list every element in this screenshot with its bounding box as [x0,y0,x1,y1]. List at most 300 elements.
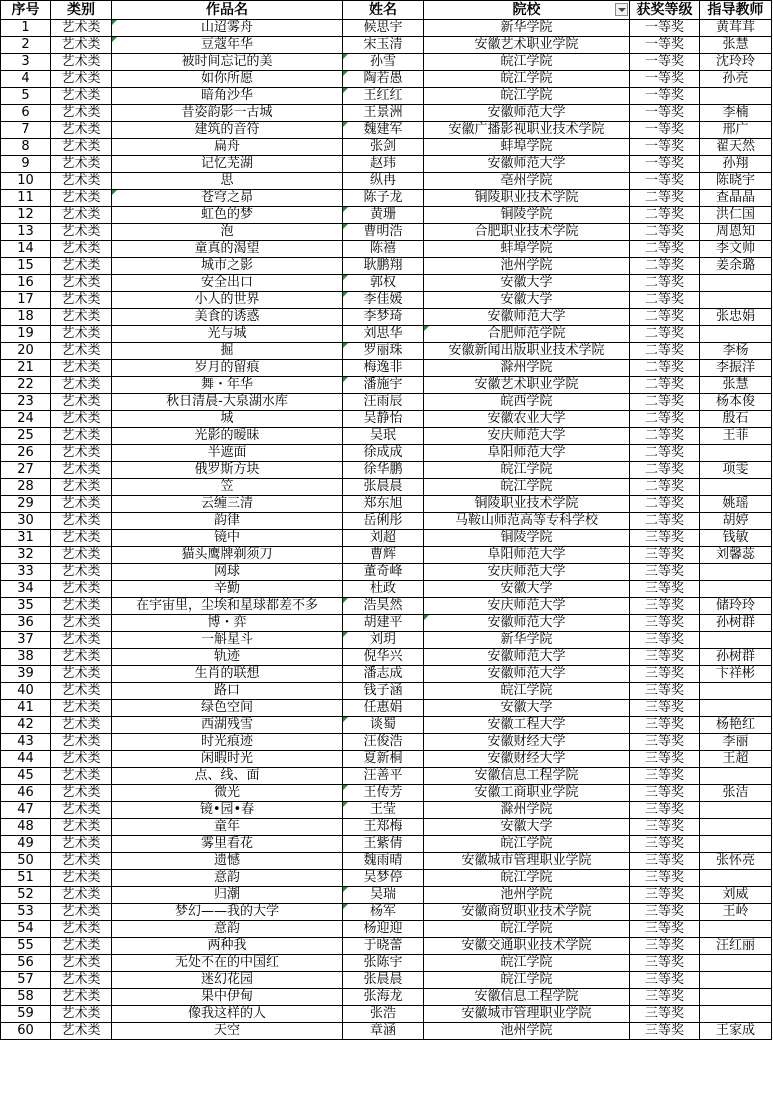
cell-index[interactable]: 58 [1,989,51,1006]
cell-school[interactable]: 安徽财经大学 [424,751,630,768]
cell-work[interactable]: 思 [112,173,343,190]
cell-index[interactable]: 3 [1,54,51,71]
cell-teacher[interactable] [700,802,772,819]
cell-category[interactable]: 艺术类 [51,887,112,904]
cell-award[interactable]: 二等奖 [630,241,700,258]
cell-award[interactable]: 二等奖 [630,462,700,479]
cell-award[interactable]: 三等奖 [630,632,700,649]
cell-name[interactable]: 赵玮 [343,156,424,173]
cell-school[interactable]: 安徽师范大学 [424,649,630,666]
cell-name[interactable]: 王郑梅 [343,819,424,836]
cell-school[interactable]: 安徽城市管理职业学院 [424,853,630,870]
cell-index[interactable]: 40 [1,683,51,700]
cell-teacher[interactable]: 姜余璐 [700,258,772,275]
cell-name[interactable]: 李梦琦 [343,309,424,326]
cell-teacher[interactable] [700,870,772,887]
cell-category[interactable]: 艺术类 [51,836,112,853]
cell-index[interactable]: 43 [1,734,51,751]
cell-index[interactable]: 26 [1,445,51,462]
cell-award[interactable]: 二等奖 [630,275,700,292]
cell-category[interactable]: 艺术类 [51,326,112,343]
cell-award[interactable]: 一等奖 [630,173,700,190]
cell-index[interactable]: 56 [1,955,51,972]
cell-index[interactable]: 37 [1,632,51,649]
cell-work[interactable]: 一斛星斗 [112,632,343,649]
cell-index[interactable]: 42 [1,717,51,734]
cell-school[interactable]: 皖江学院 [424,479,630,496]
cell-index[interactable]: 9 [1,156,51,173]
cell-category[interactable]: 艺术类 [51,190,112,207]
cell-work[interactable]: 镜中 [112,530,343,547]
cell-index[interactable]: 23 [1,394,51,411]
cell-work[interactable]: 如你所愿 [112,71,343,88]
cell-teacher[interactable] [700,921,772,938]
cell-school[interactable]: 皖江学院 [424,836,630,853]
cell-award[interactable]: 一等奖 [630,156,700,173]
cell-teacher[interactable]: 孙树群 [700,615,772,632]
cell-index[interactable]: 35 [1,598,51,615]
cell-award[interactable]: 一等奖 [630,54,700,71]
cell-index[interactable]: 34 [1,581,51,598]
cell-name[interactable]: 王莹 [343,802,424,819]
cell-award[interactable]: 三等奖 [630,734,700,751]
cell-work[interactable]: 安全出口 [112,275,343,292]
cell-name[interactable]: 黄珊 [343,207,424,224]
cell-school[interactable]: 蚌埠学院 [424,139,630,156]
cell-index[interactable]: 46 [1,785,51,802]
cell-work[interactable]: 秋日清晨-大泉湖水库 [112,394,343,411]
cell-work[interactable]: 暗角沙华 [112,88,343,105]
cell-school[interactable]: 阜阳师范大学 [424,445,630,462]
cell-award[interactable]: 二等奖 [630,343,700,360]
cell-teacher[interactable] [700,88,772,105]
cell-name[interactable]: 张剑 [343,139,424,156]
cell-name[interactable]: 张浩 [343,1006,424,1023]
cell-award[interactable]: 一等奖 [630,122,700,139]
cell-category[interactable]: 艺术类 [51,258,112,275]
cell-school[interactable]: 皖江学院 [424,462,630,479]
cell-teacher[interactable] [700,326,772,343]
cell-award[interactable]: 二等奖 [630,411,700,428]
cell-work[interactable]: 生肖的联想 [112,666,343,683]
cell-award[interactable]: 三等奖 [630,1006,700,1023]
cell-work[interactable]: 像我这样的人 [112,1006,343,1023]
cell-teacher[interactable]: 卞祥彬 [700,666,772,683]
cell-teacher[interactable] [700,819,772,836]
cell-category[interactable]: 艺术类 [51,496,112,513]
cell-name[interactable]: 刘玥 [343,632,424,649]
cell-category[interactable]: 艺术类 [51,394,112,411]
cell-award[interactable]: 三等奖 [630,1023,700,1040]
cell-category[interactable]: 艺术类 [51,530,112,547]
cell-teacher[interactable]: 钱敏 [700,530,772,547]
cell-index[interactable]: 60 [1,1023,51,1040]
cell-index[interactable]: 4 [1,71,51,88]
cell-category[interactable]: 艺术类 [51,54,112,71]
cell-name[interactable]: 吴静怡 [343,411,424,428]
cell-index[interactable]: 28 [1,479,51,496]
cell-name[interactable]: 王景洲 [343,105,424,122]
cell-index[interactable]: 10 [1,173,51,190]
cell-index[interactable]: 16 [1,275,51,292]
cell-work[interactable]: 轨迹 [112,649,343,666]
cell-teacher[interactable] [700,700,772,717]
cell-index[interactable]: 2 [1,37,51,54]
cell-work[interactable]: 光与城 [112,326,343,343]
cell-award[interactable]: 三等奖 [630,717,700,734]
cell-category[interactable]: 艺术类 [51,751,112,768]
cell-school[interactable]: 亳州学院 [424,173,630,190]
cell-school[interactable]: 皖江学院 [424,71,630,88]
cell-index[interactable]: 5 [1,88,51,105]
cell-award[interactable]: 三等奖 [630,700,700,717]
cell-name[interactable]: 刘思华 [343,326,424,343]
cell-school[interactable]: 合肥职业技术学院 [424,224,630,241]
cell-school[interactable]: 滁州学院 [424,802,630,819]
cell-school[interactable]: 安徽新闻出版职业技术学院 [424,343,630,360]
cell-name[interactable]: 王紫倩 [343,836,424,853]
cell-school[interactable]: 铜陵学院 [424,530,630,547]
cell-work[interactable]: 迷幻花园 [112,972,343,989]
cell-category[interactable]: 艺术类 [51,71,112,88]
cell-work[interactable]: 昔姿韵影一古城 [112,105,343,122]
cell-category[interactable]: 艺术类 [51,904,112,921]
cell-name[interactable]: 徐华鹏 [343,462,424,479]
cell-award[interactable]: 一等奖 [630,20,700,37]
cell-name[interactable]: 陶若愚 [343,71,424,88]
cell-index[interactable]: 36 [1,615,51,632]
cell-award[interactable]: 三等奖 [630,955,700,972]
cell-teacher[interactable]: 李杨 [700,343,772,360]
cell-school[interactable]: 安庆师范大学 [424,598,630,615]
cell-category[interactable]: 艺术类 [51,156,112,173]
cell-index[interactable]: 1 [1,20,51,37]
cell-school[interactable]: 安徽大学 [424,700,630,717]
cell-teacher[interactable]: 周恩知 [700,224,772,241]
cell-award[interactable]: 二等奖 [630,224,700,241]
cell-index[interactable]: 44 [1,751,51,768]
cell-category[interactable]: 艺术类 [51,785,112,802]
cell-index[interactable]: 25 [1,428,51,445]
cell-category[interactable]: 艺术类 [51,683,112,700]
cell-index[interactable]: 13 [1,224,51,241]
cell-work[interactable]: 博・弈 [112,615,343,632]
cell-index[interactable]: 20 [1,343,51,360]
cell-category[interactable]: 艺术类 [51,581,112,598]
cell-teacher[interactable]: 项雯 [700,462,772,479]
cell-category[interactable]: 艺术类 [51,598,112,615]
cell-teacher[interactable] [700,768,772,785]
cell-name[interactable]: 汪雨辰 [343,394,424,411]
cell-award[interactable]: 三等奖 [630,598,700,615]
cell-category[interactable]: 艺术类 [51,547,112,564]
cell-category[interactable]: 艺术类 [51,479,112,496]
cell-teacher[interactable] [700,275,772,292]
cell-school[interactable]: 安庆师范大学 [424,564,630,581]
cell-category[interactable]: 艺术类 [51,1023,112,1040]
cell-award[interactable]: 二等奖 [630,394,700,411]
cell-work[interactable]: 意韵 [112,921,343,938]
cell-name[interactable]: 杜政 [343,581,424,598]
cell-category[interactable]: 艺术类 [51,819,112,836]
cell-work[interactable]: 路口 [112,683,343,700]
cell-name[interactable]: 杨迎迎 [343,921,424,938]
cell-award[interactable]: 三等奖 [630,530,700,547]
cell-award[interactable]: 二等奖 [630,428,700,445]
cell-teacher[interactable]: 张忠娟 [700,309,772,326]
cell-name[interactable]: 李佳媛 [343,292,424,309]
cell-work[interactable]: 小人的世界 [112,292,343,309]
cell-teacher[interactable]: 王家成 [700,1023,772,1040]
cell-index[interactable]: 30 [1,513,51,530]
cell-school[interactable]: 皖江学院 [424,921,630,938]
cell-index[interactable]: 59 [1,1006,51,1023]
cell-school[interactable]: 铜陵职业技术学院 [424,496,630,513]
cell-category[interactable]: 艺术类 [51,343,112,360]
cell-school[interactable]: 安徽农业大学 [424,411,630,428]
cell-work[interactable]: 记忆芜湖 [112,156,343,173]
cell-category[interactable]: 艺术类 [51,615,112,632]
cell-award[interactable]: 三等奖 [630,904,700,921]
cell-award[interactable]: 三等奖 [630,547,700,564]
cell-teacher[interactable]: 王菲 [700,428,772,445]
cell-work[interactable]: 泡 [112,224,343,241]
cell-teacher[interactable] [700,836,772,853]
cell-teacher[interactable]: 孙树群 [700,649,772,666]
cell-index[interactable]: 47 [1,802,51,819]
header-teacher[interactable]: 指导教师 [700,1,772,20]
cell-school[interactable]: 安徽工商职业学院 [424,785,630,802]
cell-work[interactable]: 微光 [112,785,343,802]
cell-name[interactable]: 张海龙 [343,989,424,1006]
cell-work[interactable]: 岁月的留痕 [112,360,343,377]
cell-teacher[interactable]: 邢广 [700,122,772,139]
cell-school[interactable]: 安徽师范大学 [424,156,630,173]
cell-teacher[interactable]: 胡婷 [700,513,772,530]
cell-teacher[interactable]: 李文帅 [700,241,772,258]
cell-school[interactable]: 安徽财经大学 [424,734,630,751]
cell-name[interactable]: 郑东旭 [343,496,424,513]
cell-teacher[interactable]: 李丽 [700,734,772,751]
cell-index[interactable]: 24 [1,411,51,428]
cell-category[interactable]: 艺术类 [51,700,112,717]
cell-award[interactable]: 三等奖 [630,785,700,802]
cell-name[interactable]: 倪华兴 [343,649,424,666]
cell-category[interactable]: 艺术类 [51,768,112,785]
cell-category[interactable]: 艺术类 [51,37,112,54]
cell-work[interactable]: 果中伊甸 [112,989,343,1006]
cell-category[interactable]: 艺术类 [51,241,112,258]
cell-school[interactable]: 安庆师范大学 [424,428,630,445]
filter-dropdown-icon[interactable] [615,3,628,16]
cell-category[interactable]: 艺术类 [51,649,112,666]
cell-school[interactable]: 安徽师范大学 [424,615,630,632]
cell-work[interactable]: 西湖残雪 [112,717,343,734]
cell-category[interactable]: 艺术类 [51,411,112,428]
cell-index[interactable]: 29 [1,496,51,513]
cell-award[interactable]: 二等奖 [630,292,700,309]
cell-category[interactable]: 艺术类 [51,717,112,734]
cell-index[interactable]: 32 [1,547,51,564]
cell-teacher[interactable]: 孙亮 [700,71,772,88]
cell-index[interactable]: 18 [1,309,51,326]
cell-school[interactable]: 安徽师范大学 [424,105,630,122]
cell-teacher[interactable]: 刘馨蕊 [700,547,772,564]
cell-school[interactable]: 安徽师范大学 [424,666,630,683]
cell-category[interactable]: 艺术类 [51,88,112,105]
cell-award[interactable]: 三等奖 [630,649,700,666]
cell-name[interactable]: 吴珉 [343,428,424,445]
cell-name[interactable]: 魏建军 [343,122,424,139]
cell-school[interactable]: 铜陵职业技术学院 [424,190,630,207]
cell-category[interactable]: 艺术类 [51,632,112,649]
cell-name[interactable]: 汪俊浩 [343,734,424,751]
cell-category[interactable]: 艺术类 [51,853,112,870]
cell-category[interactable]: 艺术类 [51,139,112,156]
cell-award[interactable]: 二等奖 [630,377,700,394]
cell-name[interactable]: 潘施宇 [343,377,424,394]
cell-teacher[interactable]: 杨艳红 [700,717,772,734]
cell-school[interactable]: 皖江学院 [424,54,630,71]
cell-name[interactable]: 罗丽珠 [343,343,424,360]
cell-work[interactable]: 建筑的音符 [112,122,343,139]
cell-category[interactable]: 艺术类 [51,207,112,224]
cell-name[interactable]: 候思宇 [343,20,424,37]
cell-award[interactable]: 一等奖 [630,37,700,54]
cell-category[interactable]: 艺术类 [51,428,112,445]
cell-award[interactable]: 三等奖 [630,819,700,836]
cell-teacher[interactable] [700,1006,772,1023]
cell-category[interactable]: 艺术类 [51,938,112,955]
cell-work[interactable]: 童真的渴望 [112,241,343,258]
cell-award[interactable]: 二等奖 [630,190,700,207]
cell-award[interactable]: 三等奖 [630,887,700,904]
cell-name[interactable]: 谈蜀 [343,717,424,734]
cell-category[interactable]: 艺术类 [51,224,112,241]
cell-index[interactable]: 8 [1,139,51,156]
cell-name[interactable]: 钱子涵 [343,683,424,700]
cell-work[interactable]: 豆蔻年华 [112,37,343,54]
cell-teacher[interactable]: 李振洋 [700,360,772,377]
cell-name[interactable]: 夏新桐 [343,751,424,768]
cell-name[interactable]: 杨军 [343,904,424,921]
cell-name[interactable]: 章涵 [343,1023,424,1040]
cell-category[interactable]: 艺术类 [51,513,112,530]
cell-index[interactable]: 15 [1,258,51,275]
cell-category[interactable]: 艺术类 [51,173,112,190]
cell-teacher[interactable]: 李楠 [700,105,772,122]
cell-index[interactable]: 52 [1,887,51,904]
cell-work[interactable]: 在宇宙里，尘埃和星球都差不多 [112,598,343,615]
cell-award[interactable]: 三等奖 [630,989,700,1006]
cell-school[interactable]: 皖江学院 [424,88,630,105]
cell-award[interactable]: 二等奖 [630,360,700,377]
cell-name[interactable]: 梅逸非 [343,360,424,377]
cell-index[interactable]: 53 [1,904,51,921]
cell-name[interactable]: 陈子龙 [343,190,424,207]
cell-teacher[interactable]: 黄茸茸 [700,20,772,37]
cell-category[interactable]: 艺术类 [51,377,112,394]
cell-teacher[interactable]: 查晶晶 [700,190,772,207]
cell-name[interactable]: 曹明浩 [343,224,424,241]
cell-teacher[interactable]: 张慧 [700,37,772,54]
cell-category[interactable]: 艺术类 [51,870,112,887]
cell-school[interactable]: 池州学院 [424,887,630,904]
cell-teacher[interactable] [700,632,772,649]
cell-teacher[interactable]: 孙翔 [700,156,772,173]
cell-work[interactable]: 云缠三清 [112,496,343,513]
cell-work[interactable]: 辛勤 [112,581,343,598]
cell-award[interactable]: 一等奖 [630,105,700,122]
cell-award[interactable]: 三等奖 [630,921,700,938]
cell-work[interactable]: 雾里看花 [112,836,343,853]
cell-school[interactable]: 安徽城市管理职业学院 [424,1006,630,1023]
cell-category[interactable]: 艺术类 [51,666,112,683]
cell-index[interactable]: 55 [1,938,51,955]
cell-teacher[interactable]: 洪仁国 [700,207,772,224]
cell-index[interactable]: 17 [1,292,51,309]
cell-index[interactable]: 57 [1,972,51,989]
cell-teacher[interactable] [700,581,772,598]
cell-work[interactable]: 童年 [112,819,343,836]
cell-school[interactable]: 安徽大学 [424,581,630,598]
cell-teacher[interactable] [700,564,772,581]
cell-name[interactable]: 曹辉 [343,547,424,564]
cell-name[interactable]: 岳俐彤 [343,513,424,530]
cell-school[interactable]: 铜陵学院 [424,207,630,224]
cell-work[interactable]: 苍穹之昴 [112,190,343,207]
cell-category[interactable]: 艺术类 [51,1006,112,1023]
cell-index[interactable]: 11 [1,190,51,207]
cell-award[interactable]: 三等奖 [630,836,700,853]
cell-school[interactable]: 蚌埠学院 [424,241,630,258]
cell-index[interactable]: 41 [1,700,51,717]
cell-teacher[interactable]: 姚瑶 [700,496,772,513]
cell-index[interactable]: 38 [1,649,51,666]
cell-work[interactable]: 绿色空间 [112,700,343,717]
cell-category[interactable]: 艺术类 [51,105,112,122]
cell-teacher[interactable]: 张洁 [700,785,772,802]
cell-work[interactable]: 掘 [112,343,343,360]
cell-school[interactable]: 安徽交通职业技术学院 [424,938,630,955]
cell-school[interactable]: 皖江学院 [424,972,630,989]
cell-school[interactable]: 安徽大学 [424,275,630,292]
cell-teacher[interactable] [700,479,772,496]
cell-index[interactable]: 7 [1,122,51,139]
cell-name[interactable]: 郭权 [343,275,424,292]
cell-award[interactable]: 三等奖 [630,938,700,955]
cell-name[interactable]: 刘超 [343,530,424,547]
cell-name[interactable]: 陈禧 [343,241,424,258]
cell-teacher[interactable]: 汪红丽 [700,938,772,955]
cell-index[interactable]: 45 [1,768,51,785]
cell-name[interactable]: 魏雨晴 [343,853,424,870]
cell-award[interactable]: 二等奖 [630,513,700,530]
cell-work[interactable]: 山迢雾舟 [112,20,343,37]
cell-category[interactable]: 艺术类 [51,921,112,938]
cell-name[interactable]: 于晓蕾 [343,938,424,955]
cell-teacher[interactable]: 张怀亮 [700,853,772,870]
cell-index[interactable]: 22 [1,377,51,394]
cell-name[interactable]: 张陈宇 [343,955,424,972]
cell-name[interactable]: 胡建平 [343,615,424,632]
header-index[interactable]: 序号 [1,1,51,20]
cell-award[interactable]: 三等奖 [630,853,700,870]
cell-name[interactable]: 吴梦停 [343,870,424,887]
cell-name[interactable]: 耿鹏翔 [343,258,424,275]
cell-category[interactable]: 艺术类 [51,564,112,581]
header-award[interactable]: 获奖等级 [630,1,700,20]
